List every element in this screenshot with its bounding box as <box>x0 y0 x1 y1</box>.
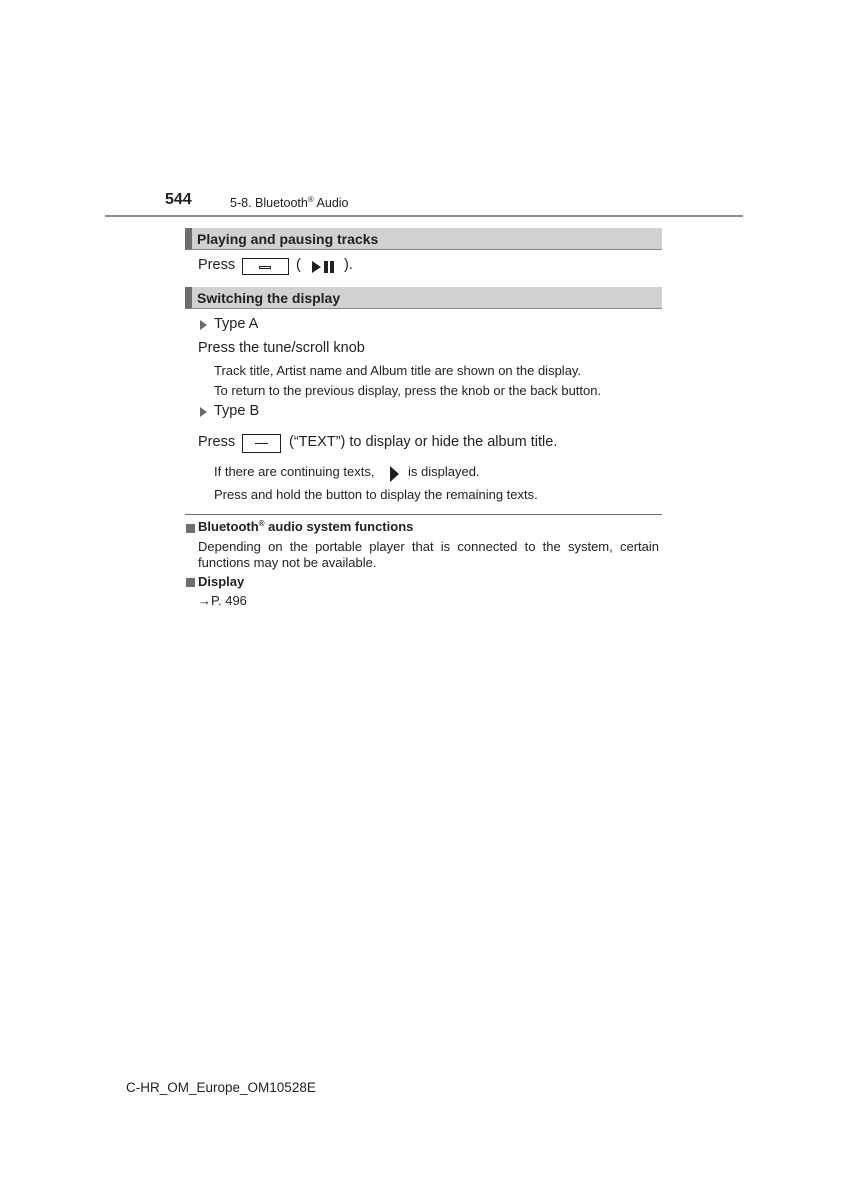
page-number: 544 <box>165 191 192 208</box>
square-bullet-icon <box>186 578 195 587</box>
type-a-instruction: Press the tune/scroll knob <box>198 340 365 356</box>
section-heading-label: Switching the display <box>197 290 341 306</box>
triangle-bullet-icon <box>200 320 207 330</box>
paren-open: ( <box>296 257 301 273</box>
type-b-note-2: Press and hold the button to display the remaining texts. <box>214 487 538 502</box>
document-code: C-HR_OM_Europe_OM10528E <box>126 1080 316 1095</box>
section-heading-playing-pausing <box>185 228 662 250</box>
note-heading-display: Display <box>198 574 245 589</box>
play-pause-icon <box>310 260 338 274</box>
notes-divider <box>185 514 662 515</box>
chapter-title-prefix: 5-8. Bluetooth <box>230 196 308 210</box>
section-heading-switching-display <box>185 287 662 309</box>
play-pause-button-outline <box>242 258 289 275</box>
type-a-note-2: To return to the previous display, press the knob or the back button. <box>214 383 602 398</box>
triangle-bullet-icon <box>200 407 207 417</box>
page-reference-link[interactable]: →P. 496 <box>198 593 247 608</box>
press-label: Press <box>198 257 236 273</box>
chapter-title <box>230 195 349 210</box>
type-b-note-1-start: If there are continuing texts, <box>214 464 375 479</box>
section-heading-label: Playing and pausing tracks <box>197 231 379 247</box>
note-heading-suffix: audio system functions <box>264 519 414 534</box>
button-slot-icon <box>259 266 271 269</box>
type-b-note-1-end: is displayed. <box>408 464 480 479</box>
button-dash-icon <box>255 443 268 444</box>
chapter-title-suffix: Audio <box>313 196 349 210</box>
continuing-text-arrow-icon <box>388 465 400 483</box>
text-button-outline <box>242 434 281 453</box>
type-b-label: Type B <box>214 403 260 419</box>
type-a-note-1: Track title, Artist name and Album title are shown on the display. <box>214 363 582 378</box>
type-b-instruction: (“TEXT”) to display or hide the album title. <box>289 434 558 450</box>
header-divider <box>105 215 743 217</box>
note-heading-prefix: Bluetooth <box>198 519 259 534</box>
note-heading-functions <box>198 519 413 534</box>
registered-mark: ® <box>307 195 314 204</box>
type-b-press-label: Press <box>198 434 236 450</box>
registered-mark: ® <box>258 519 265 528</box>
type-a-label: Type A <box>214 316 259 332</box>
square-bullet-icon <box>186 524 195 533</box>
note-text-functions: Depending on the portable player that is connected to the system, certain functions may not be available. <box>198 539 659 570</box>
paren-close: ). <box>344 257 353 273</box>
